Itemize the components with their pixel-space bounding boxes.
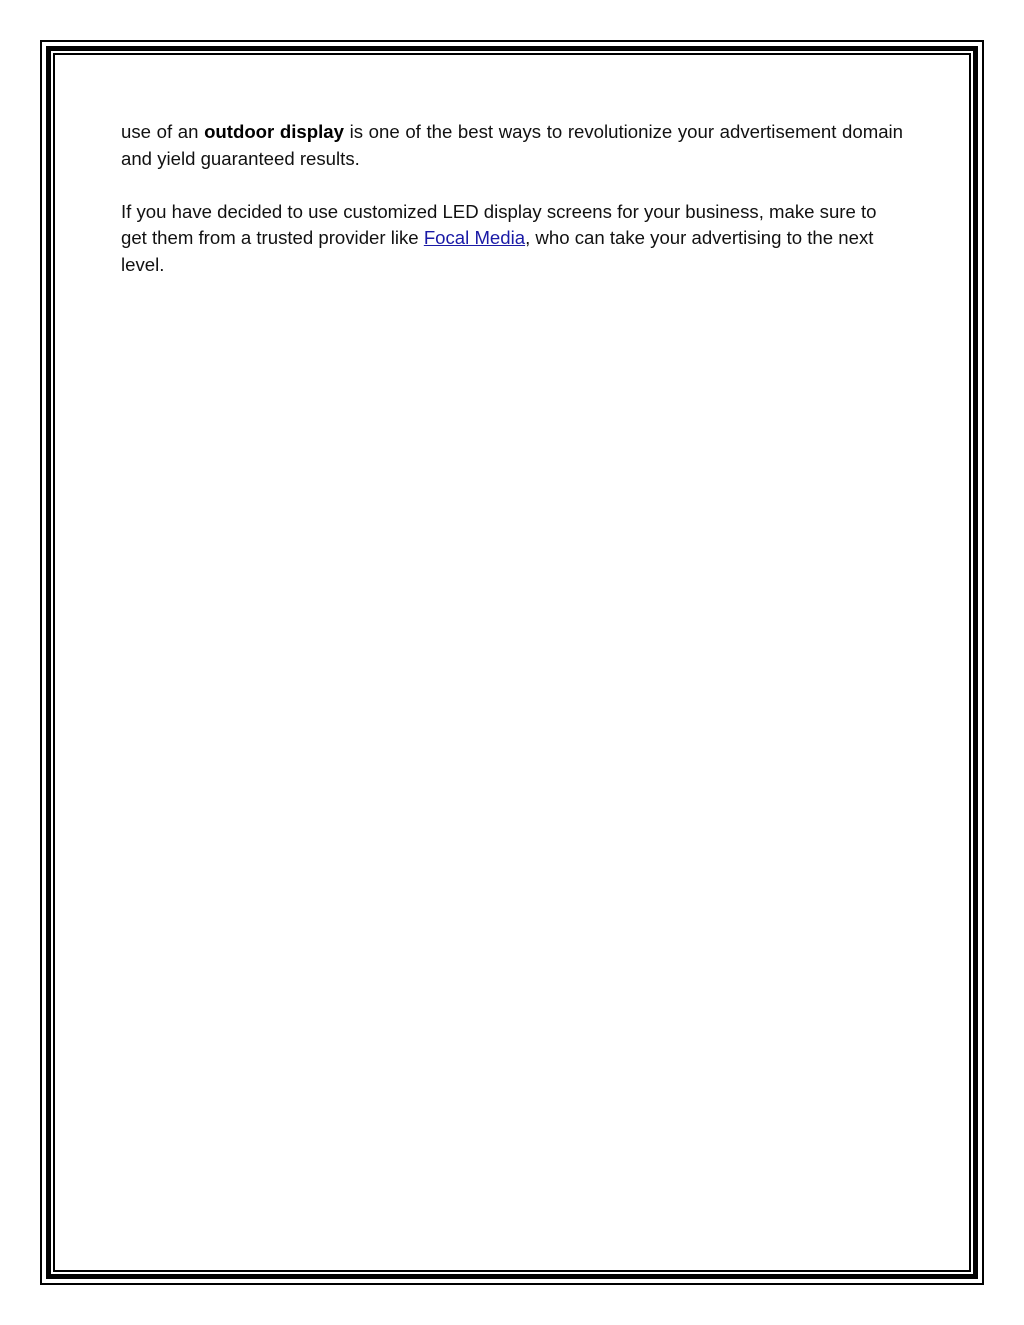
paragraph-2-suffix: , who can take your advertising to the next level. bbox=[121, 227, 874, 275]
paragraph-led-provider bbox=[121, 199, 903, 279]
paragraph-1-prefix: use of an bbox=[121, 121, 199, 142]
document-body bbox=[121, 119, 903, 305]
paragraph-outdoor-display bbox=[121, 119, 903, 172]
focal-media-link[interactable]: Focal Media bbox=[423, 227, 526, 248]
paragraph-2-prefix: If you have decided to use customized LED display screens for your business, make sure to get them from a trusted provider like bbox=[121, 200, 877, 248]
paragraph-1-suffix: is one of the best ways to revolutionize your advertisement domain and yield guaranteed results. bbox=[121, 121, 904, 169]
bold-phrase-outdoor-display: outdoor display bbox=[204, 121, 344, 142]
